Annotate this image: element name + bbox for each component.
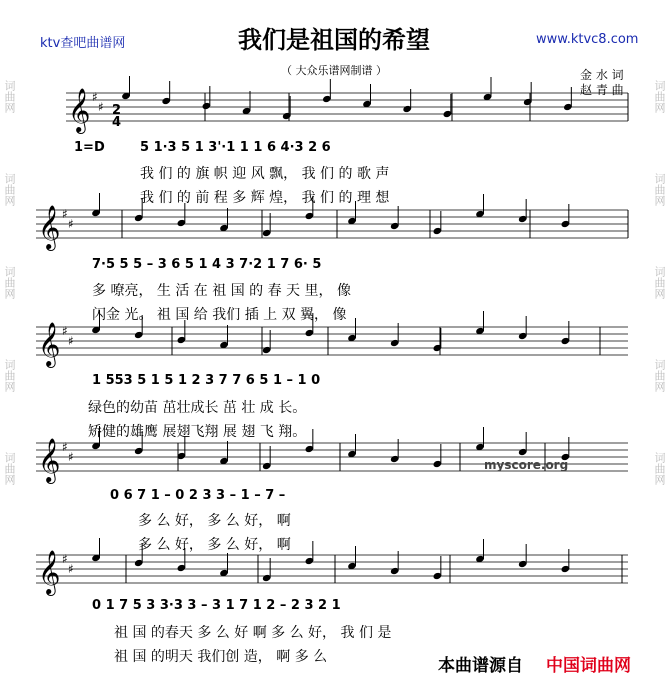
sharp-icon: ♯: [92, 90, 98, 104]
treble-clef-icon: 𝄞: [38, 322, 61, 366]
sharp-icon: ♯: [62, 207, 68, 221]
treble-clef-icon: 𝄞: [38, 438, 61, 482]
watermark-text: 词曲网: [3, 452, 16, 485]
treble-clef-icon: 𝄞: [38, 550, 61, 594]
jianpu-row-1: 5 1·3 5 1 3'·1 1 1 6 4·3 2 6: [140, 140, 331, 155]
lyric-row-1a: 我 们 的 旗 帜 迎 风 飘， 我 们 的 歌 声: [140, 166, 390, 182]
watermark-text: 词曲网: [653, 173, 666, 206]
site-link-right[interactable]: www.ktvc8.com: [536, 32, 639, 47]
watermark-text: 词曲网: [653, 452, 666, 485]
lyric-row-5b: 祖 国 的明天 我们创 造， 啊 多 么: [114, 649, 328, 665]
watermark-text: 词曲网: [3, 359, 16, 392]
site-link-left[interactable]: ktv查吧曲谱网: [40, 36, 126, 51]
jianpu-row-3: 1 553 5 1 5 1 2 3 7 7 6 5 1 – 1 0: [92, 373, 321, 388]
lyric-row-3a: 绿色的幼苗 茁壮成长 茁 壮 成 长。: [88, 400, 307, 416]
watermark-text: 词曲网: [653, 80, 666, 113]
sharp-icon: ♯: [68, 450, 74, 464]
jianpu-row-5: 0 1 7 5 3 3·3 3 – 3 1 7 1 2 – 2 3 2 1: [92, 598, 341, 613]
lyric-row-4b: 多 么 好， 多 么 好， 啊: [138, 537, 291, 553]
sharp-icon: ♯: [68, 217, 74, 231]
key-signature: 1=D: [74, 140, 105, 155]
watermark-text: 词曲网: [3, 80, 16, 113]
lyric-row-3b: 矫健的雄鹰 展翅飞翔 展 翅 飞 翔。: [88, 424, 307, 440]
composer-credit: 赵 青 曲: [580, 83, 624, 97]
publisher-note: （ 大众乐谱网制谱 ）: [281, 64, 387, 77]
lyric-row-5a: 祖 国 的春天 多 么 好 啊 多 么 好， 我 们 是: [114, 625, 392, 641]
lyric-row-4a: 多 么 好， 多 么 好， 啊: [138, 513, 291, 529]
sharp-icon: ♯: [62, 324, 68, 338]
lyricist-credit: 金 水 词: [580, 68, 624, 82]
sharp-icon: ♯: [62, 552, 68, 566]
watermark-text: 词曲网: [653, 266, 666, 299]
time-signature: 4: [112, 115, 122, 130]
treble-clef-icon: 𝄞: [38, 205, 61, 249]
sharp-icon: ♯: [68, 562, 74, 576]
sharp-icon: ♯: [68, 334, 74, 348]
lyric-row-1b: 我 们 的 前 程 多 辉 煌， 我 们 的 理 想: [140, 190, 390, 206]
lyric-row-2b: 闪金 光。 祖 国 给 我们 插 上 双 翼， 像: [92, 307, 347, 323]
time-signature: 2: [112, 103, 122, 118]
song-title: 我们是祖国的希望: [238, 25, 430, 54]
sharp-icon: ♯: [62, 440, 68, 454]
treble-clef-icon: 𝄞: [68, 88, 91, 132]
myscore-watermark: myscore.org: [484, 458, 569, 472]
watermark-text: 词曲网: [653, 359, 666, 392]
lyric-row-2a: 多 嘹亮， 生 活 在 祖 国 的 春 天 里， 像: [92, 283, 351, 299]
sharp-icon: ♯: [98, 100, 104, 114]
jianpu-row-2: 7·5 5 5 – 3 6 5 1 4 3 7·2 1 7 6· 5: [92, 257, 322, 272]
jianpu-row-4: 0 6 7 1 – 0 2 3 3 – 1 – 7 –: [110, 488, 286, 503]
watermark-text: 词曲网: [3, 266, 16, 299]
source-label: 本曲谱源自: [438, 656, 523, 676]
source-site-link[interactable]: 中国词曲网: [546, 656, 631, 676]
watermark-text: 词曲网: [3, 173, 16, 206]
